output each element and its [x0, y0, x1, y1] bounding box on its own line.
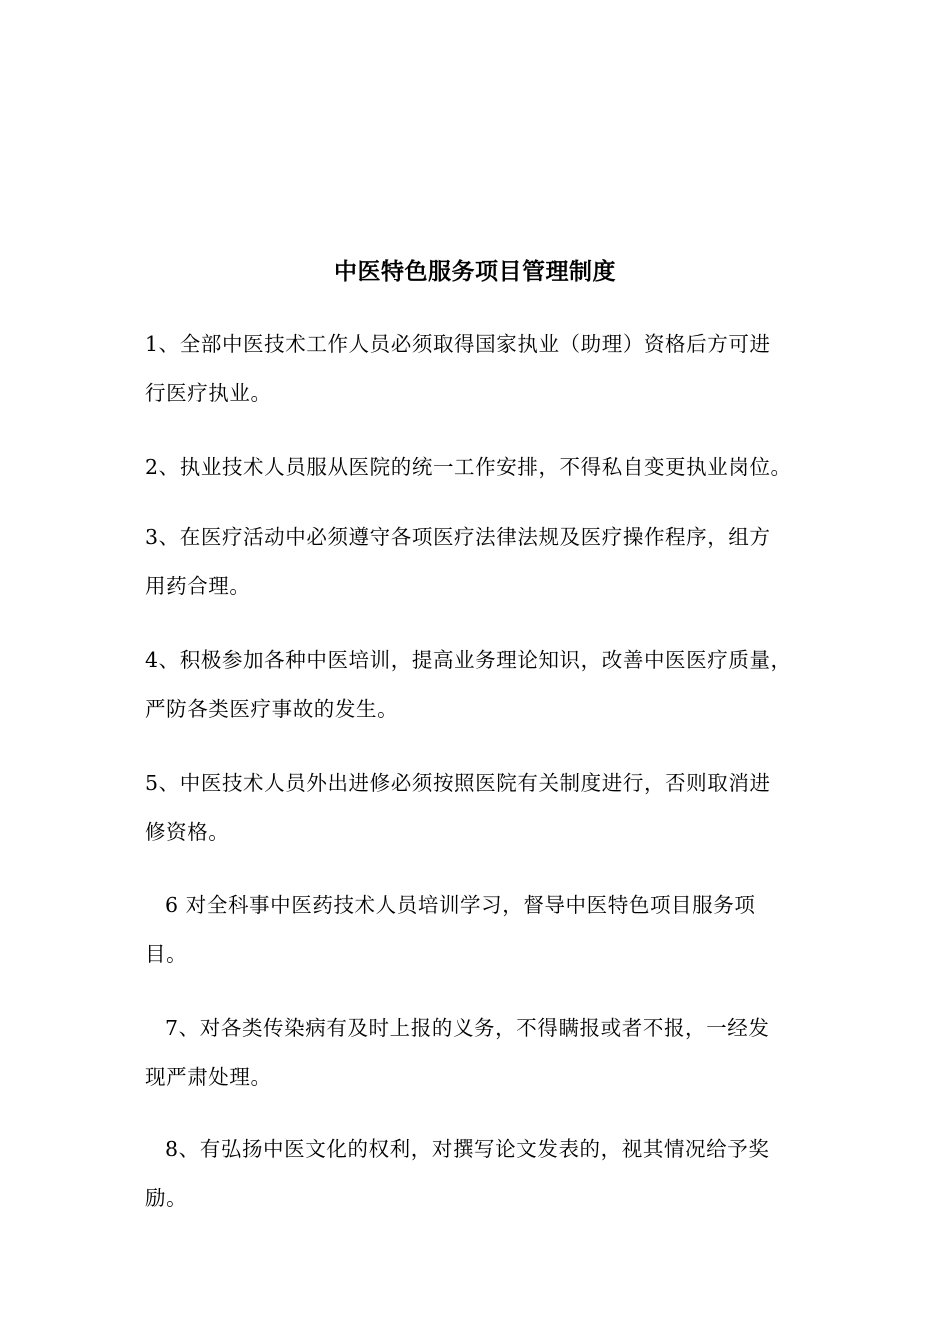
paragraph-line: 严防各类医疗事故的发生。 — [145, 697, 399, 721]
rule-paragraph-8 — [145, 1125, 810, 1223]
paragraph-line: 励。 — [145, 1186, 188, 1210]
paragraph-line: 目。 — [145, 942, 188, 966]
paragraph-line: 现严肃处理。 — [145, 1065, 272, 1089]
rule-paragraph-5 — [145, 759, 810, 857]
paragraph-line: 3、在医疗活动中必须遵守各项医疗法律法规及医疗操作程序，组方 — [145, 525, 771, 549]
paragraph-line: 4、积极参加各种中医培训，提高业务理论知识，改善中医医疗质量， — [145, 648, 792, 672]
paragraph-line: 行医疗执业。 — [145, 381, 272, 405]
rule-paragraph-4 — [145, 636, 810, 734]
paragraph-line: 5、中医技术人员外出进修必须按照医院有关制度进行，否则取消进 — [145, 771, 771, 795]
rule-paragraph-6 — [145, 881, 810, 979]
paragraph-line: 6 对全科事中医药技术人员培训学习，督导中医特色项目服务项 — [165, 893, 756, 917]
paragraph-line: 修资格。 — [145, 820, 230, 844]
document-title: 中医特色服务项目管理制度 — [334, 259, 616, 285]
rule-paragraph-2 — [145, 443, 810, 492]
paragraph-line: 7、对各类传染病有及时上报的义务，不得瞒报或者不报，一经发 — [165, 1016, 770, 1040]
paragraph-line: 8、有弘扬中医文化的权利，对撰写论文发表的，视其情况给予奖 — [165, 1137, 770, 1161]
paragraph-line: 用药合理。 — [145, 574, 251, 598]
rule-paragraph-3 — [145, 513, 810, 611]
rule-paragraph-7 — [145, 1004, 810, 1102]
paragraph-line: 1、全部中医技术工作人员必须取得国家执业（助理）资格后方可进 — [145, 332, 771, 356]
paragraph-line: 2、执业技术人员服从医院的统一工作安排，不得私自变更执业岗位。 — [145, 455, 792, 479]
rule-paragraph-1 — [145, 320, 810, 418]
